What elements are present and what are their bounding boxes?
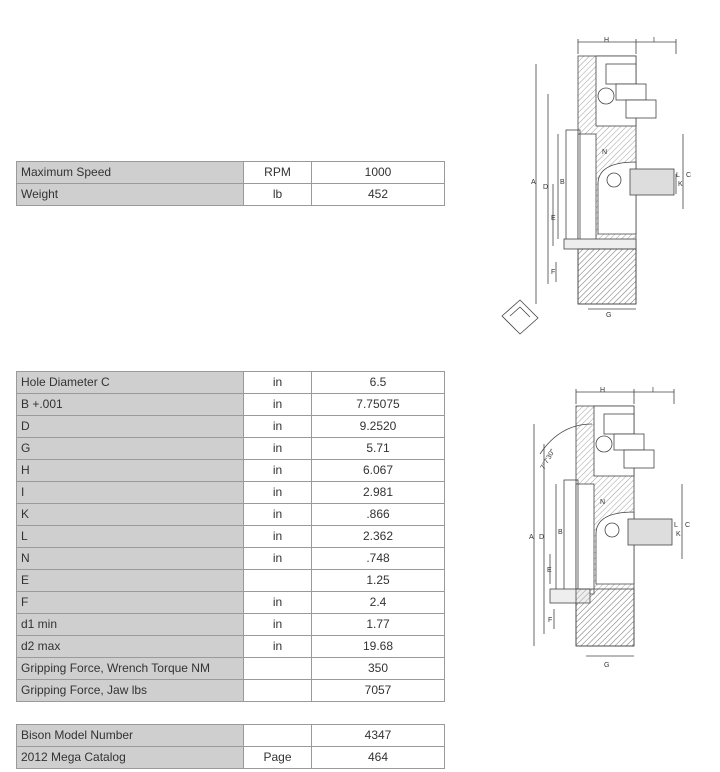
row-label: d1 min — [17, 614, 244, 636]
row-label: I — [17, 482, 244, 504]
table-row — [17, 570, 445, 592]
row-value: 2.4 — [312, 592, 445, 614]
row-unit: in — [244, 438, 312, 460]
dim-label-e: E — [551, 215, 556, 222]
row-label: Weight — [17, 184, 244, 206]
dim-label-h: H — [600, 387, 606, 394]
row-label: Hole Diameter C — [17, 372, 244, 394]
row-unit: in — [244, 548, 312, 570]
dim-label-c: C — [685, 522, 691, 529]
dim-label-c: C — [686, 172, 692, 179]
row-unit: in — [244, 504, 312, 526]
table-row — [17, 504, 445, 526]
row-unit: in — [244, 482, 312, 504]
dim-label-b: B — [560, 179, 565, 186]
row-value: 2.981 — [312, 482, 445, 504]
row-label: H — [17, 460, 244, 482]
row-unit: lb — [244, 184, 312, 206]
row-value: 2.362 — [312, 526, 445, 548]
row-value: 19.68 — [312, 636, 445, 658]
row-unit: in — [244, 526, 312, 548]
dim-label-d: D — [543, 184, 549, 191]
table-row — [17, 162, 445, 184]
table-row — [17, 184, 445, 206]
row-label: G — [17, 438, 244, 460]
chuck-drawing-top — [498, 34, 704, 346]
row-label: 2012 Mega Catalog — [17, 747, 244, 769]
row-unit — [244, 680, 312, 702]
row-label: Gripping Force, Jaw lbs — [17, 680, 244, 702]
row-unit: in — [244, 394, 312, 416]
dim-label-i: I — [652, 387, 654, 394]
dim-label-a: A — [531, 179, 536, 186]
row-label: Maximum Speed — [17, 162, 244, 184]
row-label: N — [17, 548, 244, 570]
dim-label-g: G — [606, 312, 612, 319]
dim-label-k: K — [676, 531, 681, 538]
row-unit: Page — [244, 747, 312, 769]
row-value: 1.77 — [312, 614, 445, 636]
row-value: 6.5 — [312, 372, 445, 394]
table-row — [17, 416, 445, 438]
dim-label-f: F — [551, 269, 556, 276]
row-value: 1.25 — [312, 570, 445, 592]
dim-label-a: A — [529, 534, 534, 541]
dim-label-f: F — [548, 617, 553, 624]
row-value: 452 — [312, 184, 445, 206]
table-row — [17, 438, 445, 460]
dim-label-k: K — [678, 181, 683, 188]
row-label: F — [17, 592, 244, 614]
dim-label-d: D — [539, 534, 545, 541]
row-label: Bison Model Number — [17, 725, 244, 747]
dimensions-table — [16, 371, 445, 702]
row-value: 1000 — [312, 162, 445, 184]
table-row — [17, 680, 445, 702]
row-value: 5.71 — [312, 438, 445, 460]
dim-label-h: H — [604, 37, 610, 44]
chuck-drawing-bottom — [520, 384, 702, 674]
dim-label-b: B — [558, 529, 563, 536]
row-value: 9.2520 — [312, 416, 445, 438]
table-row — [17, 614, 445, 636]
row-value: .866 — [312, 504, 445, 526]
row-unit: RPM — [244, 162, 312, 184]
dim-label-g: G — [604, 662, 610, 669]
table-row — [17, 372, 445, 394]
row-label: B +.001 — [17, 394, 244, 416]
row-value: 6.067 — [312, 460, 445, 482]
row-label: D — [17, 416, 244, 438]
row-unit — [244, 570, 312, 592]
dim-label-n: N — [600, 499, 606, 506]
table-row — [17, 658, 445, 680]
row-unit: in — [244, 372, 312, 394]
row-unit: in — [244, 614, 312, 636]
row-unit — [244, 658, 312, 680]
row-label: K — [17, 504, 244, 526]
row-unit — [244, 725, 312, 747]
dim-label-l: L — [676, 172, 680, 179]
table-row — [17, 394, 445, 416]
table-row — [17, 482, 445, 504]
table-row — [17, 636, 445, 658]
row-label: L — [17, 526, 244, 548]
angle-label: 7°7'30" — [539, 448, 557, 471]
row-unit: in — [244, 416, 312, 438]
table-row — [17, 592, 445, 614]
row-value: 4347 — [312, 725, 445, 747]
row-unit: in — [244, 636, 312, 658]
row-label: E — [17, 570, 244, 592]
row-value: 350 — [312, 658, 445, 680]
row-label: Gripping Force, Wrench Torque NM — [17, 658, 244, 680]
speed-weight-table — [16, 161, 445, 206]
catalog-table — [16, 724, 445, 769]
dim-label-e: E — [547, 567, 552, 574]
dim-label-i: I — [653, 37, 655, 44]
row-label: d2 max — [17, 636, 244, 658]
row-unit: in — [244, 592, 312, 614]
table-row — [17, 548, 445, 570]
table-row — [17, 725, 445, 747]
row-value: 464 — [312, 747, 445, 769]
row-unit: in — [244, 460, 312, 482]
dim-label-l: L — [674, 522, 678, 529]
table-row — [17, 526, 445, 548]
table-row — [17, 747, 445, 769]
row-value: 7.75075 — [312, 394, 445, 416]
row-value: .748 — [312, 548, 445, 570]
table-row — [17, 460, 445, 482]
row-value: 7057 — [312, 680, 445, 702]
dim-label-n: N — [602, 149, 608, 156]
